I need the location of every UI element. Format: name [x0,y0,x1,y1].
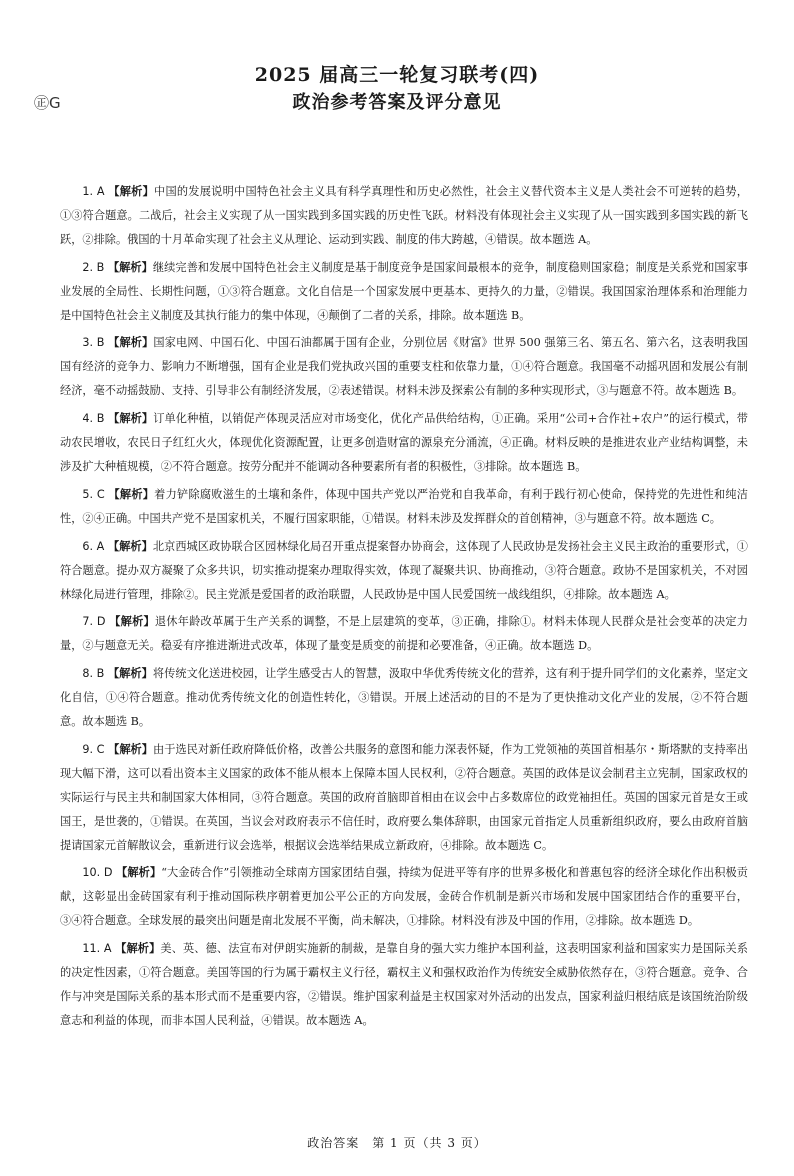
answer-number: 7. D [82,615,106,629]
answer-number: 8. B [82,667,105,681]
document-header [0,62,794,116]
answer-text: 着力铲除腐败滋生的土壤和条件，体现中国共产党以严治党和自我革命，有利于践行初心使命，保持党的先进性和纯洁性，②④正确。中国共产党不是国家机关，不履行国家职能，①错误。材料未涉及发挥群众的首创精神，③与题意不符。故本题选 C。 [60,487,748,525]
answer-text: 国家电网、中国石化、中国石油都属于国有企业，分别位居《财富》世界 500 强第三名、第五名、第六名，这表明我国国有经济的竞争力、影响力不断增强，国有企业是我们党执政兴国的重要支柱和依靠力量，①④符合题意。我国毫不动摇巩固和发展公有制经济，毫不动摇鼓励、支持、引导非公有制经济发展，②表述错误。材料未涉及探索公有制的多种实现形式，③与题意不符。故本题选 B。 [60,336,748,398]
corner-mark: ㊣G [34,94,61,112]
answer-item-3 [60,331,748,403]
answer-item-10 [60,861,748,933]
document-title: 2025 届高三一轮复习联考(四) [254,64,540,86]
answer-item-8 [60,662,748,734]
analysis-tag: 【解析】 [107,259,153,274]
analysis-tag: 【解析】 [108,486,155,501]
document-subtitle: 政治参考答案及评分意见 [292,92,502,113]
page-footer: 政治答案 第 1 页（共 3 页） [307,1136,487,1150]
answer-list [60,180,748,1037]
analysis-tag: 【解析】 [107,666,153,681]
analysis-tag: 【解析】 [108,741,154,756]
answer-text: 中国的发展说明中国特色社会主义具有科学真理性和历史必然性，社会主义替代资本主义是人类社会不可逆转的趋势，①③符合题意。二战后，社会主义实现了从一国实践到多国实践的历史性飞跃。材料没有体现社会主义实现了从一国实践到多国实践的新飞跃，②排除。俄国的十月革命实现了社会主义从理论、运动到实践、制度的伟大跨越，④错误。故本题选 A。 [60,185,748,246]
answer-number: 9. C [82,742,105,756]
analysis-tag: 【解析】 [109,614,155,629]
analysis-tag: 【解析】 [108,184,155,198]
answer-number: 10. D [82,866,113,880]
answer-number: 3. B [82,336,105,350]
answer-item-6 [60,535,748,607]
analysis-tag: 【解析】 [116,865,162,880]
answer-item-11 [60,937,748,1033]
analysis-tag: 【解析】 [108,335,154,350]
analysis-tag: 【解析】 [108,411,154,426]
answer-text: 订单化种植，以销促产体现灵活应对市场变化，优化产品供给结构，①正确。采用“公司+合作社+农户”的运行模式，带动农民增收，农民日子红红火火，体现优化资源配置，让更多创造财富的源泉充分涌流，④正确。材料反映的是推进农业产业结构调整，未涉及扩大种植规模，②不符合题意。按劳分配并不能调动各种要素所有者的积极性，③排除。故本题选 B。 [60,412,748,473]
answer-item-9 [60,738,748,858]
answer-number: 4. B [82,412,105,426]
answer-number: 11. A [82,942,112,956]
answer-item-5 [60,483,748,531]
answer-item-2 [60,256,748,328]
answer-text: “大金砖合作”引领推动全球南方国家团结自强，持续为促进平等有序的世界多极化和普惠包容的经济全球化作出积极贡献，这彰显出金砖国家有利于推动国际秩序朝着更加公平公正的方向发展，金砖合作机制是新兴市场和发展中国家团结合作的重要平台，③④符合题意。全球发展的最突出问题是南北发展不平衡，尚未解决，①排除。材料没有涉及中国的作用，②排除。故本题选 D。 [60,866,748,928]
answer-text: 退休年龄改革属于生产关系的调整，不是上层建筑的变革，③正确，排除①。材料未体现人民群众是社会变革的决定力量，②与题意无关。稳妥有序推进渐进式改革，体现了量变是质变的前提和必要准备，④正确。故本题选 D。 [60,615,748,653]
answer-text: 北京西城区政协联合区园林绿化局召开重点提案督办协商会，这体现了人民政协是发扬社会主义民主政治的重要形式，①符合题意。提办双方凝聚了众多共识，切实推动提案办理取得实效，体现了凝聚共识、协商推动，③符合题意。政协不是国家机关，不对园林绿化局进行管理，排除②。民主党派是爱国者的政治联盟，人民政协是中国人民爱国统一战线组织，④排除。故本题选 A。 [60,539,748,601]
answer-number: 2. B [82,260,105,274]
answer-number: 6. A [82,539,105,553]
analysis-tag: 【解析】 [115,941,161,956]
answer-text: 继续完善和发展中国特色社会主义制度是基于制度竞争是国家间最根本的竞争，制度稳则国家稳；制度是关系党和国家事业发展的全局性、长期性问题，①③符合题意。文化自信是一个国家发展中更基本、更持久的力量，②错误。我国国家治理体系和治理能力是中国特色社会主义制度及其执行能力的集中体现，④颠倒了二者的关系，排除。故本题选 B。 [60,260,748,322]
answer-number: 5. C [82,487,105,501]
answer-text: 将传统文化送进校园，让学生感受古人的智慧，汲取中华优秀传统文化的营养，这有利于提升同学们的文化素养，坚定文化自信，①④符合题意。推动优秀传统文化的创造性转化，③错误。开展上述活动的目的不是为了更快推动文化产业的发展，②不符合题意。故本题选 B。 [60,667,748,729]
answer-text: 由于选民对新任政府降低价格，改善公共服务的意图和能力深表怀疑，作为工党领袖的英国首相基尔・斯塔默的支持率出现大幅下滑，这可以看出资本主义国家的政体不能从根本上保障本国人民权利，②符合题意。英国的政体是议会制君主立宪制，国家政权的实际运行与民主共和制国家大体相同，③符合题意。英国的政府首脑即首相由在议会中占多数席位的政党袖担任。英国的国家元首是女王或国王，是世袭的，①错误。在英国，当议会对政府表示不信任时，政府要么集体辞职，由国家元首指定人员重新组织政府，要么由政府首脑提请国家元首解散议会，重新进行议会选举，根据议会选举结果成立新政府，④排除。故本题选 C。 [60,742,749,852]
answer-item-7 [60,610,748,658]
answer-item-4 [60,407,748,479]
analysis-tag: 【解析】 [107,538,153,553]
answer-number: 1. A [82,185,105,198]
answer-item-1 [60,180,748,252]
answer-text: 美、英、德、法宣布对伊朗实施新的制裁，是靠自身的强大实力维护本国利益，这表明国家利益和国家实力是国际关系的决定性因素，①符合题意。美国等国的行为属于霸权主义行径，霸权主义和强权政治作为传统安全威胁依然存在，③符合题意。竞争、合作与冲突是国际关系的基本形式而不是重要内容，②错误。维护国家利益是主权国家对外活动的出发点，国家利益归根结底是该国统治阶级意志和利益的体现，而非本国人民利益，④错误。故本题选 A。 [60,942,748,1027]
